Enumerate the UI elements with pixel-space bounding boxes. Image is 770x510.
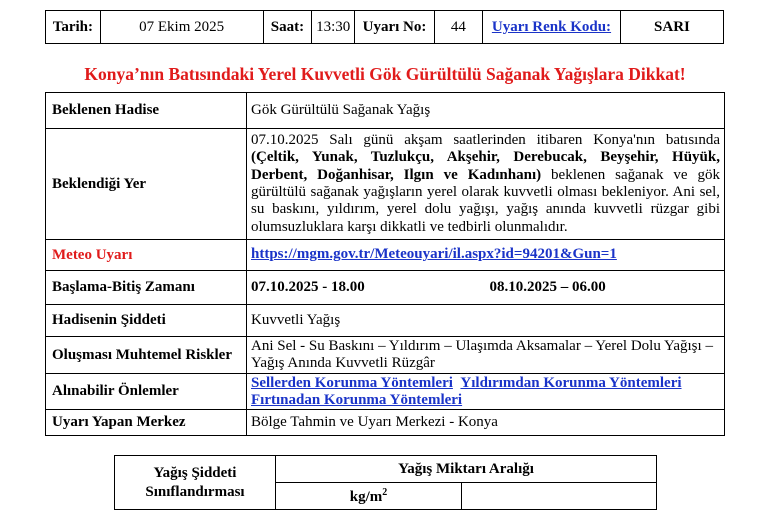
- warning-no-label: Uyarı No:: [355, 11, 435, 44]
- row-risks: [46, 337, 725, 374]
- time-value: 13:30: [312, 11, 355, 44]
- unit-cell: [276, 483, 462, 510]
- meteo-label: Meteo Uyarı: [46, 240, 247, 271]
- time-label: Saat:: [263, 11, 312, 44]
- end-time: 08.10.2025 – 06.00: [486, 271, 725, 305]
- amount-range-header: Yağış Miktarı Aralığı: [276, 456, 657, 483]
- header-table: [45, 10, 724, 44]
- lightning-protection-link[interactable]: Yıldırımdan Korunma Yöntemleri: [460, 374, 682, 391]
- meteo-value: [247, 240, 725, 271]
- date-label: Tarih:: [46, 11, 101, 44]
- risks-label: Oluşması Muhtemel Riskler: [46, 337, 247, 374]
- risks-value: Ani Sel - Su Baskını – Yıldırım – Ulaşımda Aksamalar – Yerel Dolu Yağışı – Yağış Anında Kuvvetli Rüzgâr: [247, 337, 725, 374]
- start-time: 07.10.2025 - 18.00: [247, 271, 486, 305]
- place-text-before: 07.10.2025 Salı günü akşam saatlerinden itibaren Konya'nın batısında: [251, 132, 720, 149]
- expected-place-label: Beklendiği Yer: [46, 129, 247, 240]
- intensity-class-header: Yağış Şiddeti Sınıflandırması: [115, 456, 276, 510]
- intensity-table: [114, 455, 657, 510]
- expected-place-value: [247, 129, 725, 240]
- center-label: Uyarı Yapan Merkez: [46, 410, 247, 436]
- center-value: Bölge Tahmin ve Uyarı Merkezi - Konya: [247, 410, 725, 436]
- expected-event-value: Gök Gürültülü Sağanak Yağış: [247, 93, 725, 129]
- severity-label: Hadisenin Şiddeti: [46, 305, 247, 337]
- place-text-after: beklenen sağanak ve gök gürültülü sağanak yağışların yerel olarak kuvvetli olması bekleniyor. Ani sel, su baskını, yıldırım, yerel dolu yağışı, yağış anında kuvvetli rüzgar gibi olumsuzluklara karşı dikkatli ve tedbirli olunmalıdır.: [251, 166, 720, 235]
- place-list: (Çeltik, Yunak, Tuzlukçu, Akşehir, Derebucak, Beyşehir, Hüyük, Derbent, Doğanhisar, Ilgın ve Kadınhanı): [251, 149, 720, 183]
- unit-sup: 2: [382, 486, 388, 498]
- severity-value: Kuvvetli Yağış: [247, 305, 725, 337]
- storm-protection-link[interactable]: Fırtınadan Korunma Yöntemleri: [251, 391, 463, 408]
- color-code-link[interactable]: Uyarı Renk Kodu:: [491, 18, 612, 35]
- row-meteo: [46, 240, 725, 271]
- row-measures: [46, 374, 725, 410]
- row-start-end: [46, 271, 725, 305]
- row-severity: [46, 305, 725, 337]
- color-code-cell: [482, 11, 620, 44]
- date-value: 07 Ekim 2025: [100, 11, 263, 44]
- warning-details-table: [45, 92, 725, 436]
- row-expected-place: [46, 129, 725, 240]
- warning-title: Konya’nın Batısındaki Yerel Kuvvetli Gök Gürültülü Sağanak Yağışlara Dikkat!: [84, 64, 686, 84]
- meteo-link[interactable]: https://mgm.gov.tr/Meteouyari/il.aspx?id=94201&Gun=1: [251, 246, 617, 263]
- measures-label: Alınabilir Önlemler: [46, 374, 247, 410]
- color-code-value: SARI: [620, 11, 723, 44]
- start-end-label: Başlama-Bitiş Zamanı: [46, 271, 247, 305]
- flood-protection-link[interactable]: Sellerden Korunma Yöntemleri: [251, 374, 453, 391]
- warning-no-value: 44: [434, 11, 482, 44]
- expected-event-label: Beklenen Hadise: [46, 93, 247, 129]
- row-expected-event: [46, 93, 725, 129]
- measures-value: [247, 374, 725, 410]
- empty-cell: [462, 483, 657, 510]
- row-center: [46, 410, 725, 436]
- unit-text: kg/m: [349, 488, 383, 505]
